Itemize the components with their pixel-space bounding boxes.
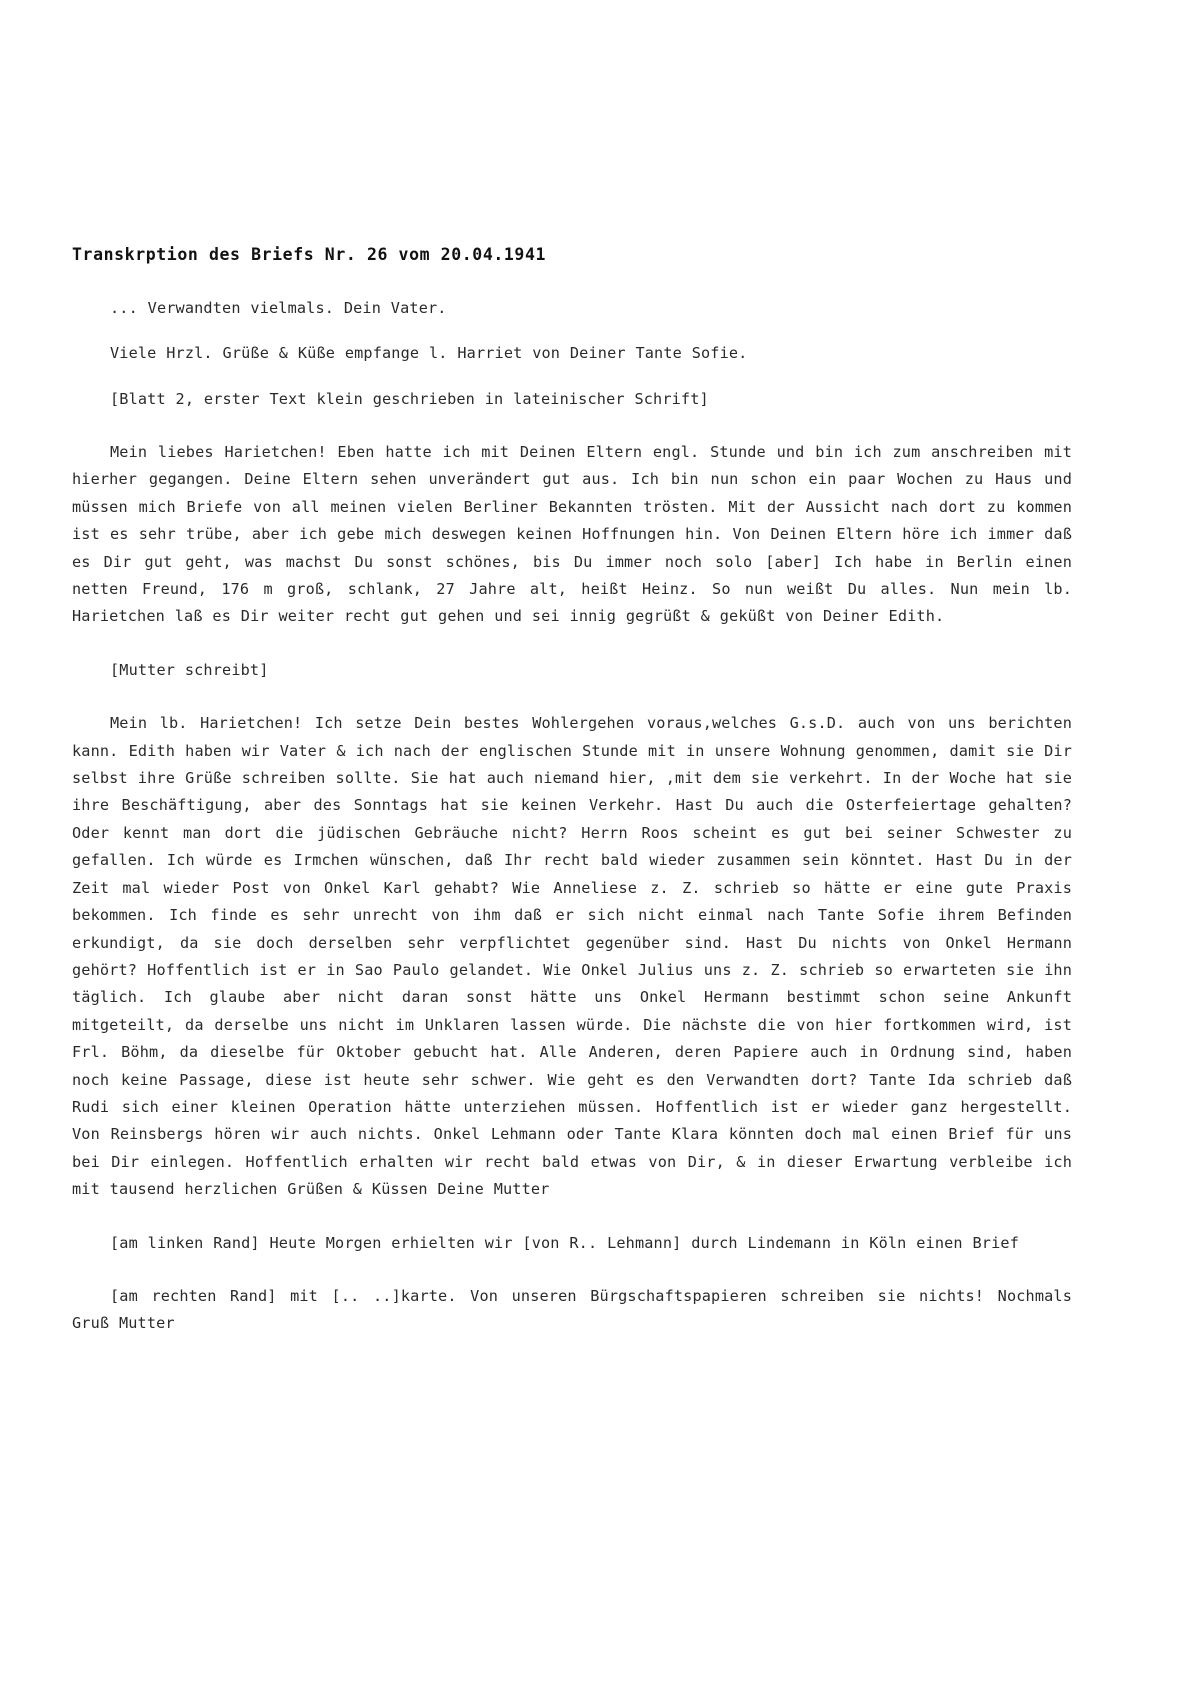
paragraph-letter-mother: Mein lb. Harietchen! Ich setze Dein bestes Wohlergehen voraus,welches G.s.D. auch von uns berichten kann. Edith haben wir Vater & ich nach der englischen Stunde mit in unsere Wohnung genommen, damit sie Dir selbst ihre Grüße schreiben sollte. Sie hat auch niemand hier, ,mit dem sie verkehrt. In der Woche hat sie ihre Beschäftigung, aber des Sonntags hat sie keinen Verkehr. Hast Du auch die Osterfeiertage gehalten? Oder kennt man dort die jüdischen Gebräuche nicht? Herrn Roos scheint es gut bei seiner Schwester zu gefallen. Ich würde es Irmchen wünschen, daß Ihr recht bald wieder zusammen sein könntet. Hast Du in der Zeit mal wieder Post von Onkel Karl gehabt? Wie Anneliese z. Z. schrieb so hätte er eine gute Praxis bekommen. Ich finde es sehr unrecht von ihm daß er sich nicht einmal nach Tante Sofie ihrem Befinden erkundigt, da sie doch derselben sehr verpflichtet gegenüber sind. Hast Du nichts von Onkel Hermann gehört? Hoffentlich ist er in Sao Paulo gelandet. Wie Onkel Julius uns z. Z. schrieb so erwarteten sie ihn täglich. Ich glaube aber nicht daran sonst hätte uns Onkel Hermann bestimmt schon seine Ankunft mitgeteilt, da derselbe uns nicht im Unklaren lassen würde. Die nächste die von hier fortkommen wird, ist Frl. Böhm, da dieselbe für Oktober gebucht hat. Alle Anderen, deren Papiere auch in Ordnung sind, haben noch keine Passage, diese ist heute sehr schwer. Wie geht es den Verwandten dort? Tante Ida schrieb daß Rudi sich einer kleinen Operation hätte unterziehen müssen. Hoffentlich ist er wieder ganz hergestellt. Von Reinsbergs hören wir auch nichts. Onkel Lehmann oder Tante Klara könnten doch mal einen Brief für uns bei Dir einlegen. Hoffentlich erhalten wir recht bald etwas von Dir, & in dieser Erwartung verbleibe ich mit tausend herzlichen Grüßen & Küssen Deine Mutter: [72, 714, 1072, 1199]
paragraph-letter-edith: Mein liebes Harietchen! Eben hatte ich mit Deinen Eltern engl. Stunde und bin ich zum anschreiben mit hierher gegangen. Deine Eltern sehen unverändert gut aus. Ich bin nun schon ein paar Wochen zu Haus und müssen mich Briefe von all meinen vielen Berliner Bekannten trösten. Mit der Aussicht nach dort zu kommen ist es sehr trübe, aber ich gebe mich deswegen keinen Hoffnungen hin. Von Deinen Eltern höre ich immer daß es Dir gut geht, was machst Du sonst schönes, bis Du immer noch solo [aber] Ich habe in Berlin einen netten Freund, 176 m groß, schlank, 27 Jahre alt, heißt Heinz. So nun weißt Du alles. Nun mein lb. Harietchen laß es Dir weiter recht gut gehen und sei innig gegrüßt & geküßt von Deiner Edith.: [72, 443, 1072, 626]
paragraph-margin-note-left: [am linken Rand] Heute Morgen erhielten wir [von R.. Lehmann] durch Lindemann in Köln einen Brief: [110, 1233, 1019, 1252]
paragraph-note-mother-writes: [Mutter schreibt]: [110, 660, 269, 679]
page-title: Transkrption des Briefs Nr. 26 vom 20.04.1941: [72, 245, 547, 264]
paragraph-margin-note-right: [am rechten Rand] mit [.. ..]karte. Von unseren Bürgschaftspapieren schreiben sie nichts! Nochmals Gruß Mutter: [72, 1286, 1072, 1333]
paragraph-greeting-sofie: Viele Hrzl. Grüße & Küße empfange l. Harriet von Deiner Tante Sofie.: [110, 344, 748, 363]
paragraph-note-sheet-two: [Blatt 2, erster Text klein geschrieben in lateinischer Schrift]: [110, 389, 709, 408]
paragraph-closing-father: ... Verwandten vielmals. Dein Vater.: [110, 298, 447, 317]
